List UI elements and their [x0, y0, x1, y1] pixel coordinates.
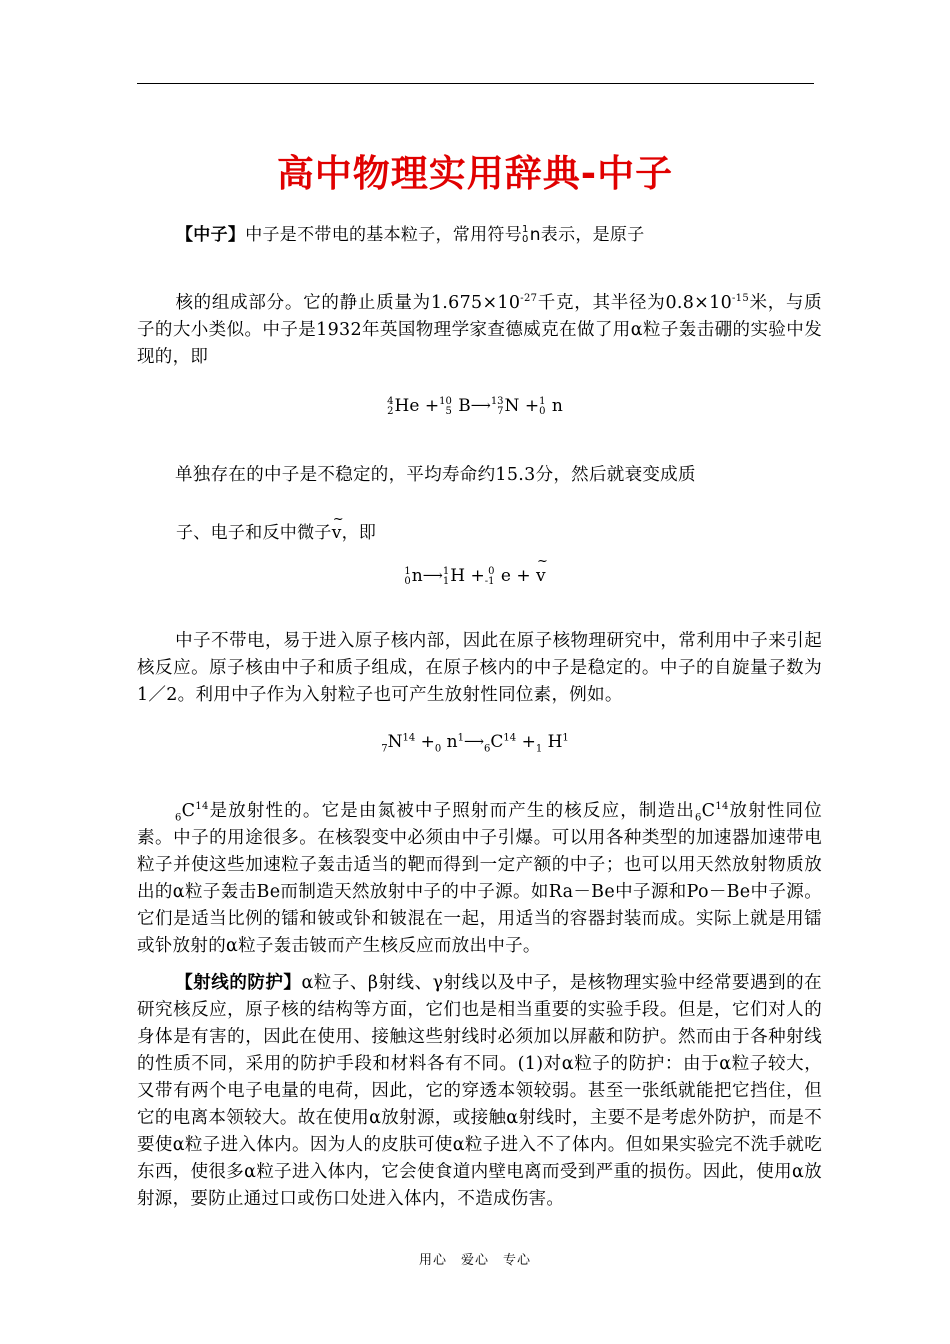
paragraph-carbon14: $_6C^{14}$是放射性的。它是由氮被中子照射而产生的核反应，制造出$_6C^{14}$放射性同位素。中子的用途很多。在核裂变中必须由中子引爆。可以用各种类型的加速器加速带电粒子并使这些加速粒子轰击适当的靶而得到一定产额的中子；也可以用天然放射物质放出的α粒子轰击Be而制造天然放射中子的中子源。如Ra－Be中子源和Po－Be中子源。它们是适当比例的镭和铍或钋和铍混在一起，用适当的容器封装而成。实际上就是用镭或钋放射的α粒子轰击铍而产生核反应而放出中子。	[137, 801, 822, 956]
section-head: 【中子】	[176, 225, 246, 245]
page-footer: 用心 爱心 专心	[418, 1253, 531, 1268]
paragraph-neutron-mass: 核的组成部分。它的静止质量为$1.675\times 10^{-27}$千克，其半径为$0.8\times 10^{-15}$米，与质子的大小类似。中子是1932年英国物理学家查德威克在做了用α粒子轰击硼的实验中发现的，即	[137, 293, 822, 367]
equation-boron-reaction: 4 2 He + 10 5 B⟶ 13 7 N + 1 0 n	[387, 395, 563, 417]
arrow-icon: ⟶	[470, 398, 491, 414]
section-head: 【射线的防护】	[175, 973, 302, 993]
arrow-icon: ⟶	[463, 734, 485, 750]
paragraph-decay: 单独存在的中子是不稳定的，平均寿命约15.3分，然后就衰变成质	[175, 465, 696, 485]
neutron-symbol: n	[529, 225, 541, 245]
text: 表示，是原子	[540, 225, 645, 245]
arrow-icon: ⟶	[422, 568, 443, 584]
paragraph-radiation-protection: 【射线的防护】α粒子、β射线、γ射线以及中子，是核物理实验中经常要遇到的在研究核反应，原子核的结构等方面，它们也是相当重要的实验手段。但是，它们对人的身体是有害的，因此在使用、接触这些射线时必须加以屏蔽和防护。然而由于各种射线的性质不同，采用的防护手段和材料各有不同。(1)对α粒子的防护：由于α粒子较大，又带有两个电子电量的电荷，因此，它的穿透本领较弱。甚至一张纸就能把它挡住，但它的电离本领较大。故在使用α放射源，或接触α射线时，主要不是考虑外防护，而是不要使α粒子进入体内。因为人的皮肤可使α粒子进入不了体内。但如果实验完不洗手就吃东西，使很多α粒子进入体内，它会使食道内壁电离而受到严重的损伤。因此，使用α放射源，要防止通过口或伤口处进入体内，不造成伤害。	[137, 973, 822, 1209]
paragraph-neutron-properties: 中子不带电，易于进入原子核内部，因此在原子核物理研究中，常利用中子来引起核反应。原子核由中子和质子组成，在原子核内的中子是稳定的。中子的自旋量子数为1／2。利用中子作为入射粒子也可产生放射性同位素，例如。	[137, 631, 822, 705]
neutron-symbol-indices: 1 0	[522, 224, 529, 245]
text: 中子是不带电的基本粒子，常用符号	[245, 225, 523, 245]
antineutrino-symbol: ~ v	[332, 520, 342, 547]
header-rule	[137, 83, 814, 84]
page-title: 高中物理实用辞典-中子	[276, 152, 674, 195]
paragraph-neutron-intro	[176, 222, 816, 249]
equation-carbon14: $_7N^{14} +_0$ $n^1⟶_6C^{14} +_1$ $H^1$	[381, 732, 569, 755]
paragraph-decay-products: 子、电子和反中微子~ v，即	[176, 520, 816, 547]
equation-neutron-decay: 1 0 n⟶ 1 1 H + 0 -1 e + ~ v	[0, 564, 950, 588]
